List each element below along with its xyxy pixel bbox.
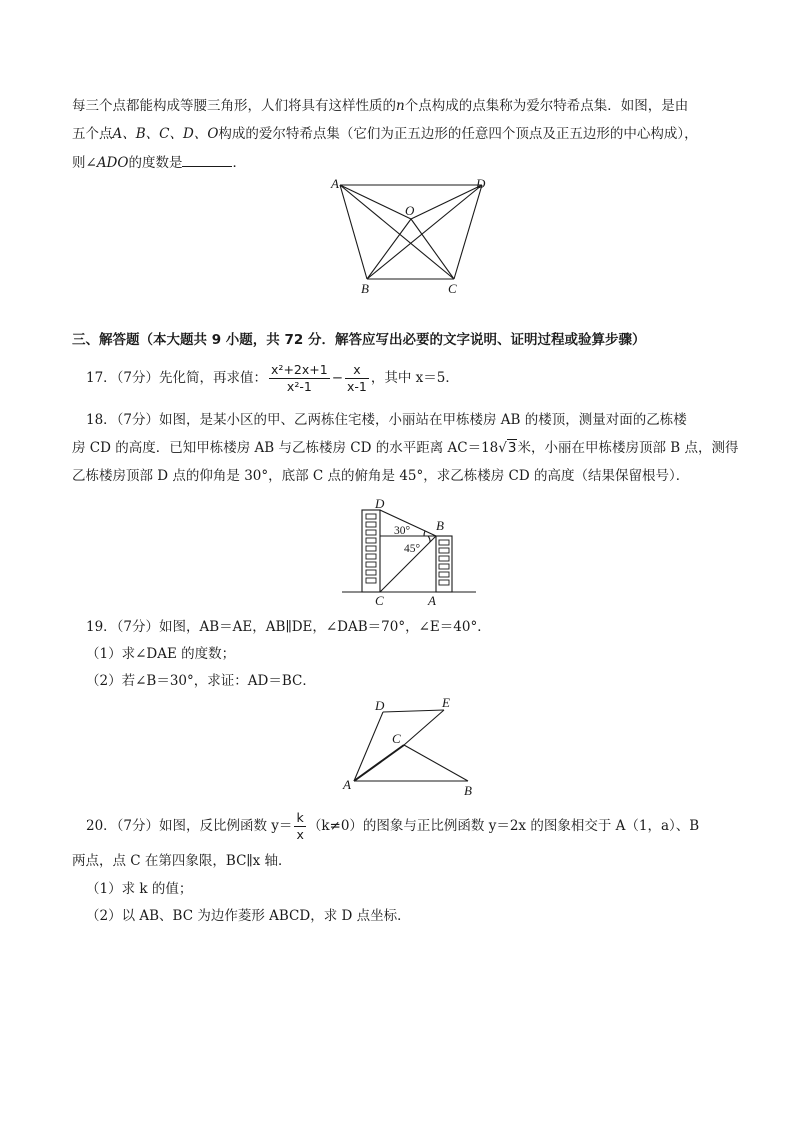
q20-line1: 20．（7分）如图，反比例函数 y＝ $\frac{k}{x}$ （k≠0）的图象与正比例函数 y＝2x 的图象相交于 A（1，a）、B xyxy=(86,810,700,842)
answer-blank[interactable] xyxy=(182,152,232,167)
segment-AC xyxy=(340,185,454,279)
label-angle-30: 30° xyxy=(394,525,411,537)
label-B: B xyxy=(464,783,472,797)
q20-line2: 两点，点 C 在第四象限，BC∥x 轴． xyxy=(72,853,292,869)
section-heading: 三、解答题（本大题共 9 小题，共 72 分．解答应写出必要的文字说明、证明过程或验算步骤） xyxy=(72,332,646,348)
label-O: O xyxy=(405,203,415,218)
q20-fraction: $\frac{k}{x}$ xyxy=(296,810,304,842)
segment-EC xyxy=(404,710,444,745)
q20-part1: （1）求 k 的值； xyxy=(86,881,193,897)
label-E: E xyxy=(442,695,450,710)
label-C: C xyxy=(375,593,384,608)
q17-fraction-1: $\frac{\text{x²+2x+1}}{\text{x²-1}}$ xyxy=(271,362,328,394)
angle-arc-45 xyxy=(428,536,430,542)
windows-AB xyxy=(439,540,449,585)
label-A: A xyxy=(343,777,351,792)
label-B: B xyxy=(361,281,369,295)
q20-part2: （2）以 AB、BC 为边作菱形 ABCD，求 D 点坐标． xyxy=(86,908,411,924)
sqrt-three: √3 xyxy=(498,440,517,456)
windows-CD xyxy=(366,514,376,583)
q18-line3: 乙栋楼房顶部 D 点的仰角是 30°，底部 C 点的俯角是 45°，求乙栋楼房 CD 的高度（结果保留根号）． xyxy=(72,468,690,484)
label-A: A xyxy=(428,593,436,608)
q18-buildings-figure xyxy=(342,496,482,608)
label-D: D xyxy=(375,698,385,713)
q17: 17．（7分）先化简，再求值： $\frac{\text{x²+2x+1}}{\text{x²-1}}$ − $\frac{x}{x-1}$ ，其中 x＝5． xyxy=(86,362,459,394)
q19-part1: （1）求∠DAE 的度数； xyxy=(86,646,236,662)
label-angle-45: 45° xyxy=(404,543,421,555)
segment-DE xyxy=(383,710,444,712)
q16-line3: 则∠ADO的度数是 ． xyxy=(72,152,246,173)
label-C: C xyxy=(392,731,401,746)
label-A: A xyxy=(331,176,339,191)
label-D: D xyxy=(476,176,486,191)
q18-line1: 18．（7分）如图，是某小区的甲、乙两栋住宅楼，小丽站在甲栋楼房 AB 的楼顶，测量对面的乙栋楼 xyxy=(86,412,687,428)
q18-line2: 房 CD 的高度．已知甲栋楼房 AB 与乙栋楼房 CD 的水平距离 AC＝18√3米，小丽在甲栋楼房顶部 B 点，测得 xyxy=(72,440,739,456)
segment-DB xyxy=(367,185,482,279)
label-B: B xyxy=(436,518,444,533)
q19-part2: （2）若∠B＝30°，求证：AD＝BC． xyxy=(86,673,316,689)
q19-triangle-figure xyxy=(338,695,488,797)
q19-line1: 19．（7分）如图，AB＝AE，AB∥DE，∠DAB＝70°，∠E＝40°． xyxy=(86,619,491,635)
q16-line2: 五个点A、B、C、D、O构成的爱尔特希点集（它们为正五边形的任意四个顶点及正五边形的中心构成）， xyxy=(72,126,698,142)
q16-line1: 每三个点都能构成等腰三角形，人们将具有这样性质的n个点构成的点集称为爱尔特希点集．如图，是由 xyxy=(72,98,689,114)
label-C: C xyxy=(448,281,457,295)
label-D: D xyxy=(375,496,385,511)
segment-CB xyxy=(404,745,468,781)
segment-DC xyxy=(454,185,482,279)
angle-arc-30 xyxy=(424,531,425,536)
q16-pentagon-figure xyxy=(325,175,495,295)
q17-fraction-2: $\frac{x}{x-1}$ xyxy=(347,362,367,394)
segment-AB xyxy=(340,185,367,279)
